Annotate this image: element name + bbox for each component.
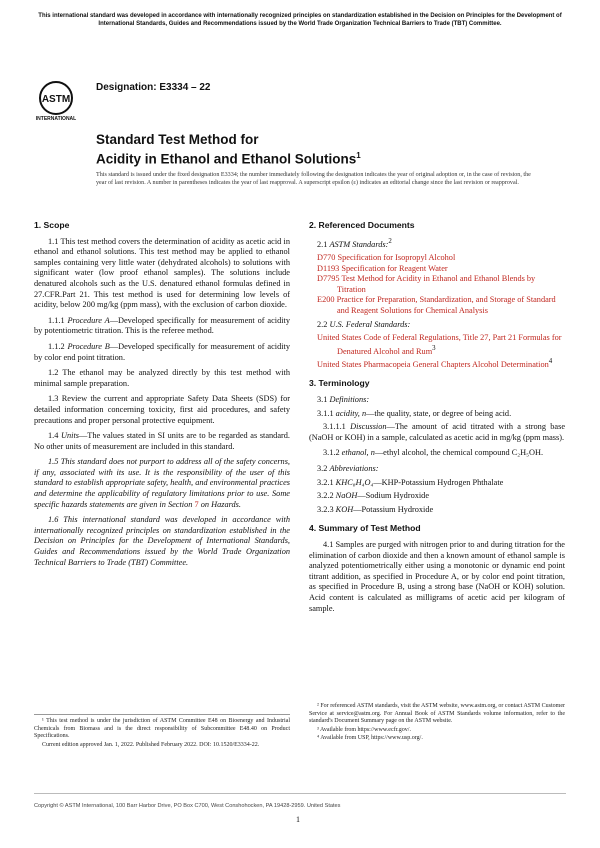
- left-column: [34, 220, 290, 573]
- footnote-4: ⁴ Available from USP, https://www.usp.org/.: [317, 735, 423, 742]
- section-7-link[interactable]: 7: [194, 499, 199, 509]
- def-discussion: 3.1.1.1 Discussion—The amount of acid titrated with a strong base (NaOH or KOH) in a sample, calculated as acetic acid in mg/kg (ppm mass).: [309, 422, 566, 442]
- ref-e200[interactable]: E200 Practice for Preparation, Standardization, and Storage of Standard and Reagent Solutions for Chemical Analysis: [317, 295, 556, 315]
- para-1-2: 1.2 The ethanol may be analyzed directly by this test method with minimal sample preparation.: [34, 368, 290, 388]
- para-1-3: 1.3 Review the current and appropriate Safety Data Sheets (SDS) for detailed information concerning toxicity, first aid procedures, and safety precautions and proper personal protective equipment.: [34, 394, 290, 425]
- footnote-1b: Current edition approved Jan. 1, 2022. Published February 2022. DOI: 10.1520/E3334-22.: [42, 741, 260, 748]
- para-1-6: 1.6 This international standard was developed in accordance with internationally recognized principles on standardization established in the Decision on Principles for the Development of International Standards, Guides and Recommendations issued by the World Trade Organization Technical Barriers to Trade (TBT) Committee.: [34, 515, 290, 567]
- para-1-1: 1.1 This test method covers the determination of acidity as acetic acid in ethanol and ethanol solutions. This test method may be applied to ethanol samples containing very little water (dehydrated alcohols) to solutions with significant water (low proof ethanol samples). The solutions include denatured alcohols such as the U.S. denatured ethanol formulas defined in 27.CFR.Part 21. This test method is used for determining low levels of acidity, below 200 mg/kg (ppm mass), with the exclusion of carbon dioxide.: [34, 236, 290, 310]
- ref-cfr[interactable]: United States Code of Federal Regulations, Title 27, Part 21 Formulas for Denatured Alcohol and Rum$^3$: [317, 333, 562, 356]
- ref-d7795[interactable]: D7795 Test Method for Acidity in Ethanol and Ethanol Blends by Titration: [317, 274, 536, 294]
- summary-heading: 4. Summary of Test Method: [309, 523, 421, 534]
- refs-heading: 2. Referenced Documents: [309, 220, 415, 230]
- page-number: 1: [296, 815, 300, 824]
- header-notice: This international standard was developed in accordance with internationally recognized principles on standardization established in the Decision on Principles for the Development of International Standards, Guides and Recommendations issued by the World Trade Organization Technical Barriers to Trade (TBT) Committee.: [38, 13, 562, 27]
- para-1-4: 1.4 Units—The values stated in SI units are to be regarded as standard. No other units of measurement are included in this standard.: [34, 431, 290, 451]
- svg-text:ASTM: ASTM: [41, 94, 71, 105]
- ref-usp[interactable]: United States Pharmacopeia General Chapters Alcohol Determination$^4$: [317, 358, 553, 369]
- ref-d770[interactable]: D770 Specification for Isopropyl Alcohol: [317, 252, 456, 262]
- right-column: [309, 220, 565, 619]
- footnote-2: ² For referenced ASTM standards, visit the ASTM website, www.astm.org, or contact ASTM Customer Service at service@astm.org. For Annual Book of ASTM Standards volume information, refer to the standard's Document Summary page on the ASTM website.: [309, 703, 565, 725]
- definitions-label: 3.1 Definitions:: [317, 395, 370, 405]
- astm-standards-label: 2.1 ASTM Standards:$^2$: [317, 237, 392, 249]
- astm-logo: [36, 80, 88, 122]
- us-standards-label: 2.2 U.S. Federal Standards:: [317, 319, 411, 329]
- para-1-1-2: 1.1.2 Procedure B—Developed specifically for measurement of acidity by color end point titration.: [34, 341, 291, 362]
- para-1-1-1: 1.1.1 Procedure A—Developed specifically for measurement of acidity by potentiometric titration. This is the referee method.: [34, 315, 290, 336]
- abbr-koh: 3.2.3 KOH—Potassium Hydroxide: [317, 504, 434, 514]
- designation: Designation: E3334 – 22: [96, 82, 211, 93]
- copyright: Copyright © ASTM International, 100 Barr Harbor Drive, PO Box C700, West Conshohocken, PA 19428-2959. United States: [34, 803, 341, 809]
- issue-note: This standard is issued under the fixed designation E3334; the number immediately following the designation indicates the year of original adoption or, in the case of revision, the year of last revision. A number in parentheses indicates the year of last reapproval. A superscript epsilon (ε) indicates an editorial change since the last revision or reapproval.: [96, 172, 531, 186]
- scope-heading: 1. Scope: [34, 220, 70, 230]
- title-line-1: Standard Test Method for: [96, 132, 259, 147]
- footnotes-right: [309, 703, 565, 744]
- ref-d1193[interactable]: D1193 Specification for Reagent Water: [317, 263, 448, 273]
- footer-divider: [34, 793, 566, 794]
- page-title: [96, 132, 361, 168]
- para-1-5: 1.5 This standard does not purport to address all of the safety concerns, if any, associated with its use. It is the responsibility of the user of this standard to establish appropriate safety, health, and environmental practices and determine the applicability of regulatory limitations prior to use. Some specific hazards statements are given in Section 7 on Hazards.: [34, 457, 290, 509]
- footnotes-left: [34, 714, 290, 750]
- abbr-khp: 3.2.1 KHC₈H₄O₄—KHP-Potassium Hydrogen Phthalate: [317, 477, 504, 487]
- title-line-2: Acidity in Ethanol and Ethanol Solutions$^1$: [96, 151, 361, 167]
- def-acidity: 3.1.1 acidity, n—the quality, state, or degree of being acid.: [317, 408, 512, 418]
- abbr-naoh: 3.2.2 NaOH—Sodium Hydroxide: [317, 491, 430, 501]
- terminology-heading: 3. Terminology: [309, 378, 370, 389]
- abbreviations-label: 3.2 Abbreviations:: [317, 463, 379, 473]
- footnote-3: ³ Available from https://www.ecfr.gov/.: [317, 726, 411, 733]
- svg-text:INTERNATIONAL: INTERNATIONAL: [36, 116, 77, 122]
- footnote-1: ¹ This test method is under the jurisdiction of ASTM Committee E48 on Bioenergy and Industrial Chemicals from Biomass and is the direct responsibility of Subcommittee E48.40 on Product Specifications.: [34, 718, 290, 740]
- para-4-1: 4.1 Samples are purged with nitrogen prior to and during titration for the elimination of carbon dioxide and then a known amount of ethanol sample is analyzed potentiometrically either using a monotonic or dynamic end point titrant addition, as specified in Procedure A, or by color end point titration, as specified in Procedure B, using a strong base (NaOH or KOH) solution. Acid content is calculated as milligrams of acetic acid per kilogram of sample.: [309, 539, 565, 613]
- def-ethanol: 3.1.2 ethanol, n—ethyl alcohol, the chemical compound C₂H₅OH.: [323, 448, 544, 458]
